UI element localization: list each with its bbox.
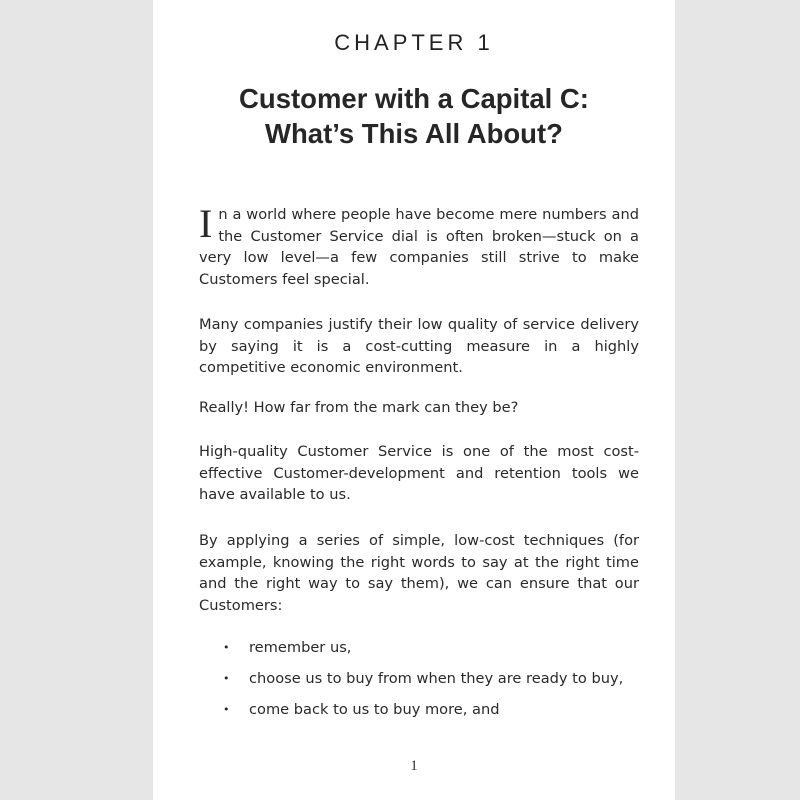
chapter-title [153, 81, 675, 151]
bullet-marker: • [223, 703, 230, 716]
paragraph-1-text: n a world where people have become mere numbers and the Customer Service dial is often broken—stuck on a very low level—a few companies still strive to make Customers feel special. [199, 206, 639, 288]
paragraph-3: Really! How far from the mark can they be? [199, 399, 519, 416]
bullet-list [219, 636, 639, 729]
paragraph-5: By applying a series of simple, low-cost techniques (for example, knowing the right words to say at the right time and the right way to say them), we can ensure that our Customers: [199, 532, 639, 614]
list-item-text: remember us, [249, 639, 352, 656]
paragraph-2: Many companies justify their low quality of service delivery by saying it is a cost-cutting measure in a highly competitive economic environment. [199, 316, 639, 376]
list-item [219, 667, 639, 698]
drop-cap: I [199, 201, 213, 246]
chapter-title-line-1: Customer with a Capital C: [239, 83, 589, 114]
bullet-marker: • [223, 672, 230, 685]
list-item-text: come back to us to buy more, and [249, 701, 500, 718]
list-item [219, 636, 639, 667]
chapter-label: CHAPTER 1 [334, 30, 494, 55]
chapter-title-line-2: What’s This All About? [265, 118, 563, 149]
list-item-text: choose us to buy from when they are ready to buy, [249, 670, 624, 687]
paragraph-1 [199, 201, 639, 290]
list-item [219, 698, 639, 729]
book-page [153, 0, 675, 800]
paragraph-4: High-quality Customer Service is one of the most cost-effective Customer-development and retention tools we have available to us. [199, 443, 639, 503]
bullet-marker: • [223, 641, 230, 654]
page-number: 1 [410, 758, 418, 774]
